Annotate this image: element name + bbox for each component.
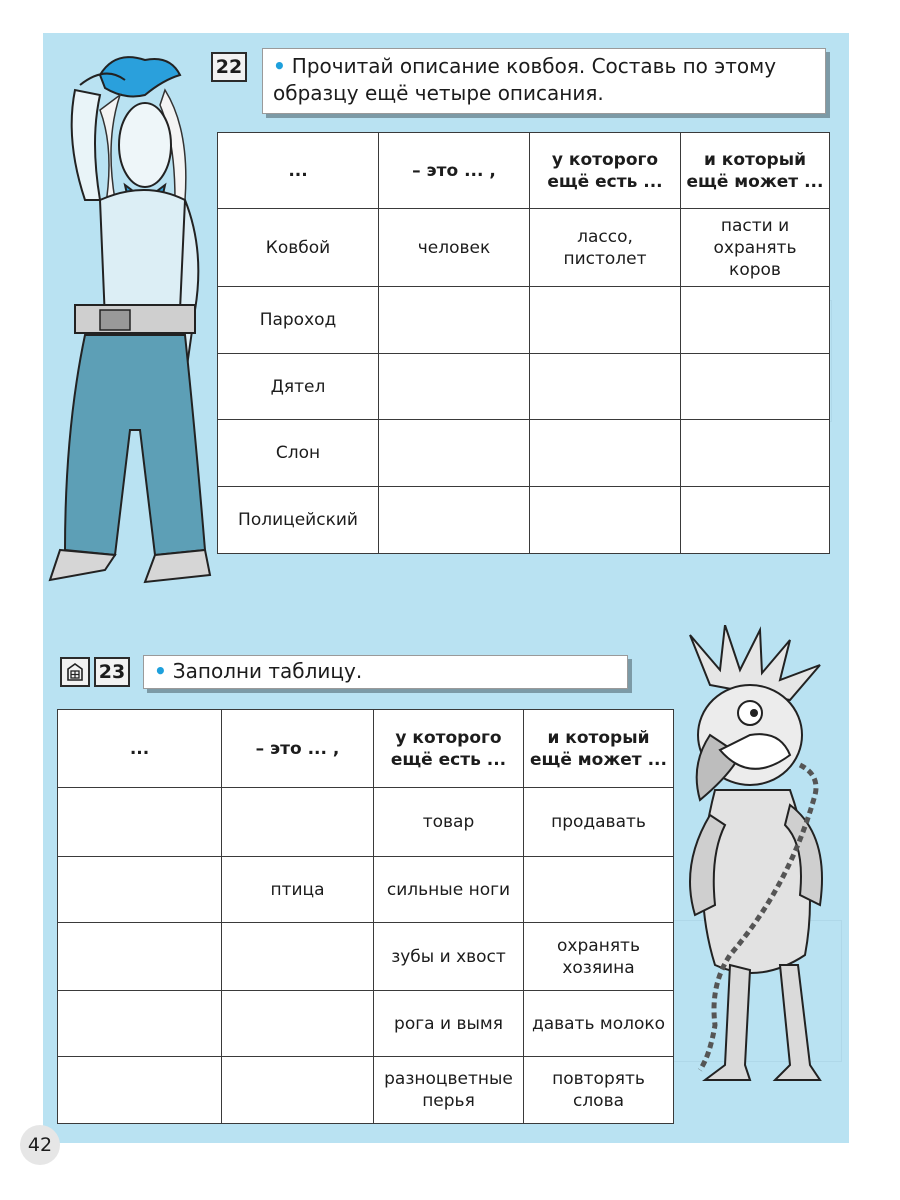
header-cell: ... <box>218 133 379 209</box>
header-cell: – это ... , <box>379 133 530 209</box>
answer-cell[interactable] <box>530 287 681 354</box>
header-cell: – это ... , <box>222 710 374 788</box>
table-cell: Дятел <box>218 354 379 420</box>
answer-cell[interactable] <box>530 487 681 554</box>
table-cell: Слон <box>218 420 379 487</box>
table-row <box>218 420 830 487</box>
header-cell: у которого ещё есть ... <box>530 133 681 209</box>
task-23-bullet: • <box>154 659 167 683</box>
table-row <box>58 991 674 1057</box>
answer-cell[interactable] <box>681 287 830 354</box>
answer-cell[interactable] <box>379 420 530 487</box>
page-number: 42 <box>20 1125 60 1165</box>
table-header-row <box>58 710 674 788</box>
cowboy-illustration <box>45 50 220 590</box>
table-cell: Ковбой <box>218 209 379 287</box>
table-cell: сильные ноги <box>374 857 524 923</box>
answer-cell[interactable] <box>58 1057 222 1124</box>
answer-cell[interactable] <box>379 487 530 554</box>
table-cell: пасти и охранять коров <box>681 209 830 287</box>
table-cell: товар <box>374 788 524 857</box>
task-22-bullet: • <box>273 54 286 78</box>
answer-cell[interactable] <box>58 923 222 991</box>
answer-cell[interactable] <box>524 857 674 923</box>
table-cell: рога и вымя <box>374 991 524 1057</box>
table-cell: лассо, пистолет <box>530 209 681 287</box>
answer-cell[interactable] <box>222 788 374 857</box>
table-cell: продавать <box>524 788 674 857</box>
table-cell: разноцветные перья <box>374 1057 524 1124</box>
task-23-instruction <box>143 655 628 689</box>
table-header-row <box>218 133 830 209</box>
answer-cell[interactable] <box>681 487 830 554</box>
table-cell: Пароход <box>218 287 379 354</box>
header-cell: и который ещё может ... <box>681 133 830 209</box>
parrot-illustration <box>670 625 845 1095</box>
header-cell: и который ещё может ... <box>524 710 674 788</box>
header-cell: у которого ещё есть ... <box>374 710 524 788</box>
table-cell: охранять хозяина <box>524 923 674 991</box>
answer-cell[interactable] <box>222 1057 374 1124</box>
task-23-number: 23 <box>94 657 130 687</box>
table-cell: повторять слова <box>524 1057 674 1124</box>
table-cell: Полицейский <box>218 487 379 554</box>
table-row <box>218 487 830 554</box>
answer-cell[interactable] <box>530 420 681 487</box>
answer-cell[interactable] <box>379 354 530 420</box>
answer-cell[interactable] <box>58 991 222 1057</box>
header-cell: ... <box>58 710 222 788</box>
task-23-table <box>57 709 674 1124</box>
table-row <box>218 287 830 354</box>
answer-cell[interactable] <box>379 287 530 354</box>
task-22-table <box>217 132 830 554</box>
table-row <box>218 209 830 287</box>
task-22-line2: образцу ещё четыре описания. <box>273 81 604 105</box>
table-row <box>58 857 674 923</box>
task-22-line1: Прочитай описание ковбоя. Составь по этому <box>291 54 777 78</box>
answer-cell[interactable] <box>681 354 830 420</box>
table-icon <box>60 657 90 687</box>
answer-cell[interactable] <box>222 923 374 991</box>
answer-cell[interactable] <box>58 788 222 857</box>
table-cell: давать молоко <box>524 991 674 1057</box>
table-row <box>58 1057 674 1124</box>
table-cell: птица <box>222 857 374 923</box>
table-row <box>218 354 830 420</box>
table-row <box>58 788 674 857</box>
answer-cell[interactable] <box>222 991 374 1057</box>
answer-cell[interactable] <box>530 354 681 420</box>
table-row <box>58 923 674 991</box>
answer-cell[interactable] <box>58 857 222 923</box>
task-22-number: 22 <box>211 52 247 82</box>
task-23-text: Заполни таблицу. <box>172 659 363 683</box>
table-cell: человек <box>379 209 530 287</box>
answer-cell[interactable] <box>681 420 830 487</box>
task-22-instruction <box>262 48 826 114</box>
table-cell: зубы и хвост <box>374 923 524 991</box>
